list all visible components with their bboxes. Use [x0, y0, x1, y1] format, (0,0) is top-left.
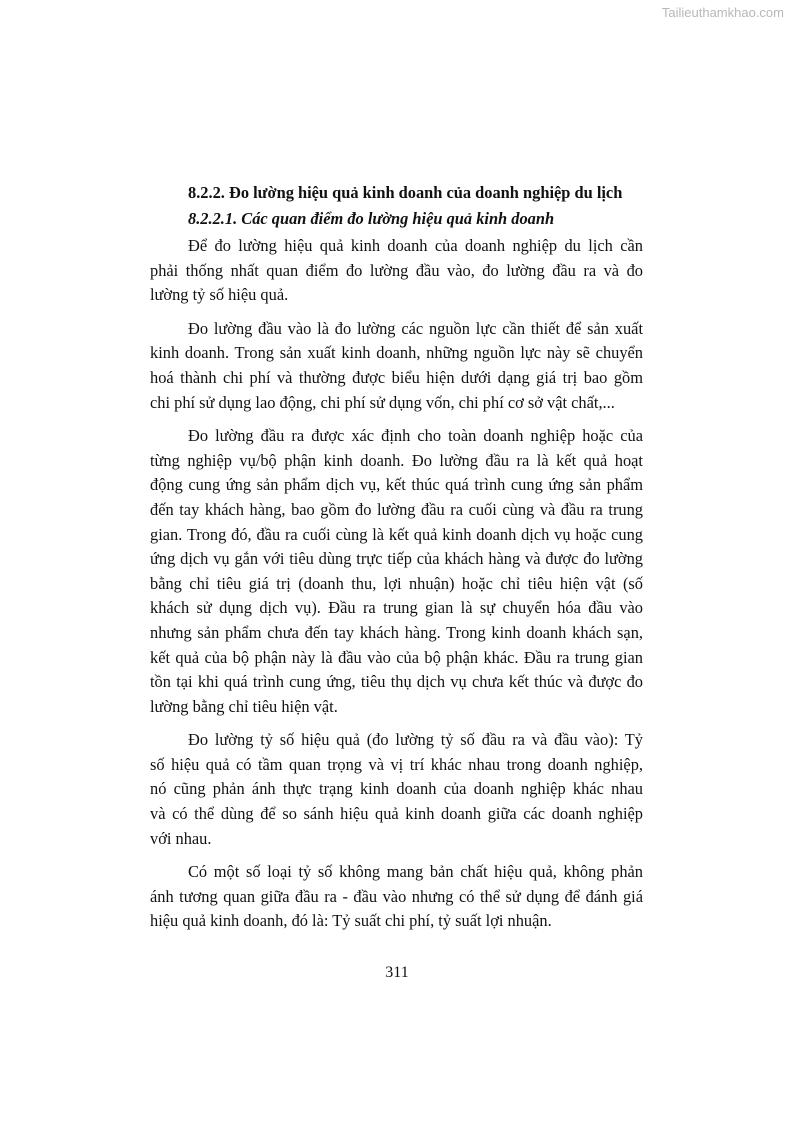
- text-line: bằng chỉ tiêu giá trị (doanh thu, lợi nhuận) hoặc chỉ tiêu hiện vật (số: [150, 573, 643, 593]
- paragraph: [150, 860, 643, 934]
- text-line: lường bằng chỉ tiêu hiện vật.: [150, 696, 338, 716]
- body-text: [150, 234, 643, 934]
- text-line: khách sử dụng dịch vụ). Đầu ra trung gian là sự chuyển hóa đầu vào: [150, 598, 643, 618]
- paragraph: [150, 317, 643, 415]
- paragraph: [150, 424, 643, 719]
- text-line: nhưng sản phẩm chưa đến tay khách hàng. Trong kinh doanh khách sạn,: [150, 622, 643, 642]
- text-line: Đo lường đầu ra được xác định cho toàn doanh nghiệp hoặc của: [188, 426, 643, 446]
- text-line: nó cũng phản ánh thực trạng kinh doanh của doanh nghiệp khác nhau: [150, 779, 643, 799]
- text-line: từng nghiệp vụ/bộ phận kinh doanh. Đo lường đầu ra là kết quả hoạt: [150, 450, 643, 470]
- text-line: Đo lường tỷ số hiệu quả (đo lường tỷ số đầu ra và đầu vào): Tỷ: [188, 730, 643, 750]
- text-line: Để đo lường hiệu quả kinh doanh của doanh nghiệp du lịch cần: [188, 236, 643, 255]
- text-line: đến tay khách hàng, bao gồm đo lường đầu ra cuối cùng và đầu ra trung: [150, 499, 643, 519]
- text-line: số hiệu quả có tầm quan trọng và vị trí khác nhau trong doanh nghiệp,: [150, 754, 643, 774]
- text-line: phải thống nhất quan điểm đo lường đầu vào, đo lường đầu ra và đo: [150, 260, 643, 280]
- text-line: kết quả của bộ phận này là đầu vào của bộ phận khác. Đầu ra trung gian: [150, 647, 643, 667]
- text-line: gian. Trong đó, đầu ra cuối cùng là kết quả kinh doanh dịch vụ hoặc cung: [150, 524, 643, 544]
- text-line: ánh tương quan giữa đầu ra - đầu vào nhưng có thể sử dụng để đánh giá: [150, 886, 643, 906]
- section-heading: 8.2.2. Đo lường hiệu quả kinh doanh của doanh nghiệp du lịch: [188, 183, 623, 202]
- text-line: ứng dịch vụ gắn với tiêu dùng trực tiếp của khách hàng và được đo lường: [150, 549, 643, 569]
- paragraph: [150, 234, 643, 308]
- text-line: lường tỷ số hiệu quả.: [150, 285, 289, 305]
- text-line: hiệu quả kinh doanh, đó là: Tỷ suất chi phí, tỷ suất lợi nhuận.: [150, 911, 552, 931]
- page-content: [150, 180, 643, 943]
- text-line: Đo lường đầu vào là đo lường các nguồn lực cần thiết để sản xuất: [188, 318, 643, 338]
- page-number: 311: [385, 964, 409, 981]
- text-line: kinh doanh. Trong sản xuất kinh doanh, những nguồn lực này sẽ chuyển: [150, 343, 643, 363]
- watermark: Tailieuthamkhao.com: [661, 5, 784, 20]
- text-line: động cung ứng sản phẩm dịch vụ, kết thúc quá trình cung ứng sản phẩm: [150, 475, 643, 495]
- text-line: hoá thành chi phí và thường được biểu hiện dưới dạng giá trị bao gồm: [150, 367, 643, 387]
- paragraph: [150, 728, 643, 851]
- subsection-heading: 8.2.2.1. Các quan điểm đo lường hiệu quả kinh doanh: [188, 209, 555, 228]
- text-line: với nhau.: [150, 828, 212, 848]
- text-line: Có một số loại tỷ số không mang bản chất hiệu quả, không phản: [188, 862, 643, 882]
- text-line: tồn tại khi quá trình cung ứng, tiêu thụ dịch vụ chưa kết thúc và được đo: [150, 672, 643, 692]
- text-line: chi phí sử dụng lao động, chi phí sử dụng vốn, chi phí cơ sở vật chất,...: [150, 392, 615, 412]
- text-line: và có thể dùng để so sánh hiệu quả kinh doanh giữa các doanh nghiệp: [150, 804, 643, 824]
